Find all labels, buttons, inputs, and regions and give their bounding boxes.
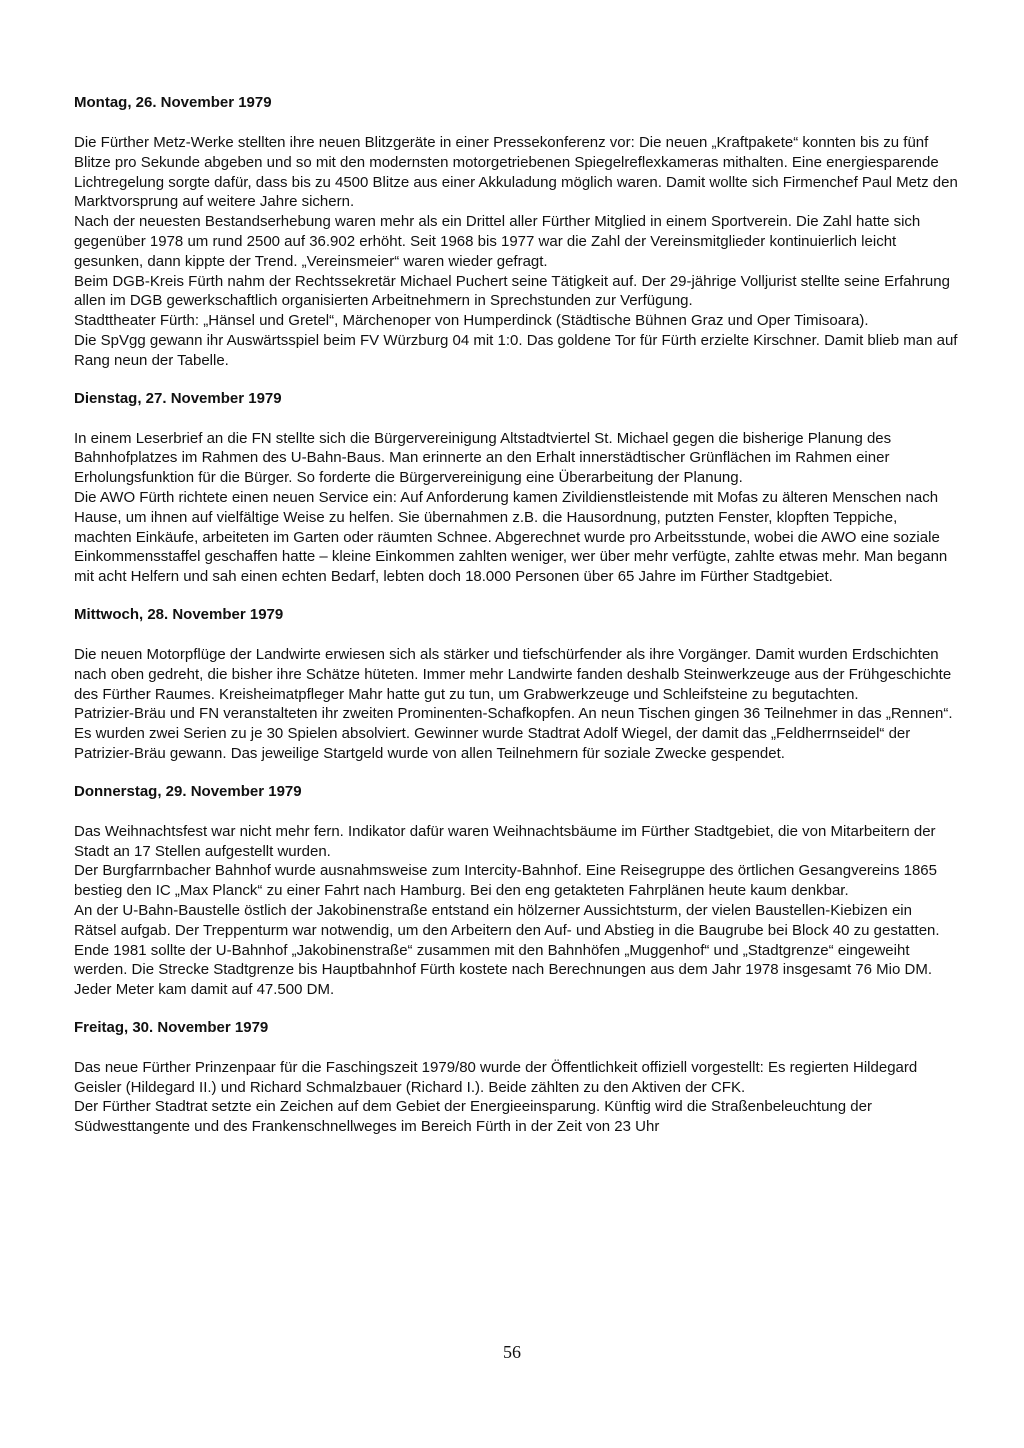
entry-paragraph: In einem Leserbrief an die FN stellte sich die Bürgervereinigung Altstadtviertel St. Michael gegen die bisherige Planung des Bahnhofplatzes im Rahmen des U-Bahn-Baus. Man erinnerte an den Erhalt innerstädtischer Grünflächen im Rahmen einer Erholungsfunktion für die Bürger. So forderte die Bürgervereinigung eine Überarbeitung der Planung. [74,429,892,487]
entry-paragraph: Stadttheater Fürth: „Hänsel und Gretel“, Märchenoper von Humperdinck (Städtische Bühnen Graz und Oper Timisoara). [74,312,869,330]
entry-date-heading: Mittwoch, 28. November 1979 [74,605,284,623]
entry-paragraph: Der Burgfarrnbacher Bahnhof wurde ausnahmsweise zum Intercity-Bahnhof. Eine Reisegruppe des örtlichen Gesangvereins 1865 bestieg den IC „Max Planck“ zu einer Fahrt nach Hamburg. Bei den eng getakteten Fahrplänen heute kaum denkbar. [74,862,937,900]
entry-date-heading: Montag, 26. November 1979 [74,94,272,111]
document-body [74,93,958,1155]
entry-paragraph: Die AWO Fürth richtete einen neuen Service ein: Auf Anforderung kamen Zivildienstleistende mit Mofas zu älteren Menschen nach Hause, um ihnen auf vielfältige Weise zu helfen. Sie übernahmen z.B. die Hausordnung, putzten Fenster, klopften Teppiche, machten Einkäufe, arbeiteten im Garten oder räumten Schnee. Abgerechnet wurde pro Arbeitsstunde, wobei die AWO eine soziale Einkommensstaffel geschaffen hatte – kleine Einkommen zahlten weniger, wer über mehr verfügte, zahlte etwas mehr. Man begann mit acht Helfern und sah einen echten Bedarf, lebten doch 18.000 Personen über 65 Jahre im Fürther Stadtgebiet. [74,488,948,586]
entry-paragraph: Beim DGB-Kreis Fürth nahm der Rechtssekretär Michael Puchert seine Tätigkeit auf. Der 29-jährige Volljurist stellte seine Erfahrung allen im DGB gewerkschaftlich organisierten Arbeitnehmern in Sprechstunden zur Verfügung. [74,272,950,310]
entry-tuesday [74,389,958,587]
entry-friday [74,1018,958,1137]
entry-paragraph: Die neuen Motorpflüge der Landwirte erwiesen sich als stärker und tiefschürfender als ihre Vorgänger. Damit wurden Erdschichten nach oben gedreht, die bisher ihre Schätze hüteten. Immer mehr Landwirte fanden deshalb Steinwerkzeuge aus der Frühgeschichte des Fürther Raumes. Kreisheimatpfleger Mahr hatte gut zu tun, um Grabwerkzeuge und Schleifsteine zu begutachten. [74,645,952,703]
entry-thursday [74,782,958,1000]
entry-paragraph: Das Weihnachtsfest war nicht mehr fern. Indikator dafür waren Weihnachtsbäume im Fürther Stadtgebiet, die von Mitarbeitern der Stadt an 17 Stellen aufgestellt wurden. [74,822,936,860]
entry-paragraph: Das neue Fürther Prinzenpaar für die Faschingszeit 1979/80 wurde der Öffentlichkeit offiziell vorgestellt: Es regierten Hildegard Geisler (Hildegard II.) und Richard Schmalzbauer (Richard I.). Beide zählten zu den Aktiven der CFK. [74,1058,918,1096]
entry-monday [74,93,958,371]
entry-paragraph: Patrizier-Bräu und FN veranstalteten ihr zweiten Prominenten-Schafkopfen. An neun Tischen gingen 36 Teilnehmer in das „Rennen“. Es wurden zwei Serien zu je 30 Spielen absolviert. Gewinner wurde Stadtrat Adolf Wiegel, der damit das „Feldherrnseidel“ der Patrizier-Bräu gewann. Das jeweilige Startgeld wurde von allen Teilnehmern für soziale Zwecke gespendet. [74,705,953,762]
entry-date-heading: Donnerstag, 29. November 1979 [74,782,302,800]
entry-date-heading: Freitag, 30. November 1979 [74,1018,269,1036]
page-number: 56 [503,1342,521,1362]
entry-paragraph: Nach der neuesten Bestandserhebung waren mehr als ein Drittel aller Fürther Mitglied in einem Sportverein. Die Zahl hatte sich gegenüber 1978 um rund 2500 auf 36.902 erhöht. Seit 1968 bis 1977 war die Zahl der Vereinsmitglieder kontinuierlich leicht gesunken, dann kippte der Trend. „Vereinsmeier“ waren wieder gefragt. [74,213,921,270]
entry-paragraph: Der Fürther Stadtrat setzte ein Zeichen auf dem Gebiet der Energieeinsparung. Künftig wird die Straßenbeleuchtung der Südwesttangente und des Frankenschnellweges im Bereich Fürth in der Zeit von 23 Uhr [74,1098,872,1136]
entry-paragraph: Die SpVgg gewann ihr Auswärtsspiel beim FV Würzburg 04 mit 1:0. Das goldene Tor für Fürth erzielte Kirschner. Damit blieb man auf Rang neun der Tabelle. [74,331,958,369]
entry-date-heading: Dienstag, 27. November 1979 [74,389,282,407]
entry-paragraph: Die Fürther Metz-Werke stellten ihre neuen Blitzgeräte in einer Pressekonferenz vor: Die neuen „Kraftpakete“ konnten bis zu fünf Blitze pro Sekunde abgeben und so mit den modernsten motorgetriebenen Spiegelreflexkameras mithalten. Eine energiesparende Lichtregelung sorgte dafür, dass bis zu 4500 Blitze aus einer Akkuladung möglich waren. Damit wollte sich Firmenchef Paul Metz den Marktvorsprung auf weitere Jahre sichern. [74,134,958,211]
entry-wednesday [74,605,958,764]
entry-paragraph: An der U-Bahn-Baustelle östlich der Jakobinenstraße entstand ein hölzerner Aussichtsturm, der vielen Baustellen-Kiebizen ein Rätsel aufgab. Der Treppenturm war notwendig, um den Arbeitern den Auf- und Abstieg in die Baugrube bei Block 40 zu gestatten. Ende 1981 sollte der U-Bahnhof „Jakobinenstraße“ zusammen mit den Bahnhöfen „Muggenhof“ und „Stadtgrenze“ eingeweiht werden. Die Strecke Stadtgrenze bis Hauptbahnhof Fürth kostete nach Berechnungen aus dem Jahr 1978 insgesamt 76 Mio DM. Jeder Meter kam damit auf 47.500 DM. [74,901,940,999]
